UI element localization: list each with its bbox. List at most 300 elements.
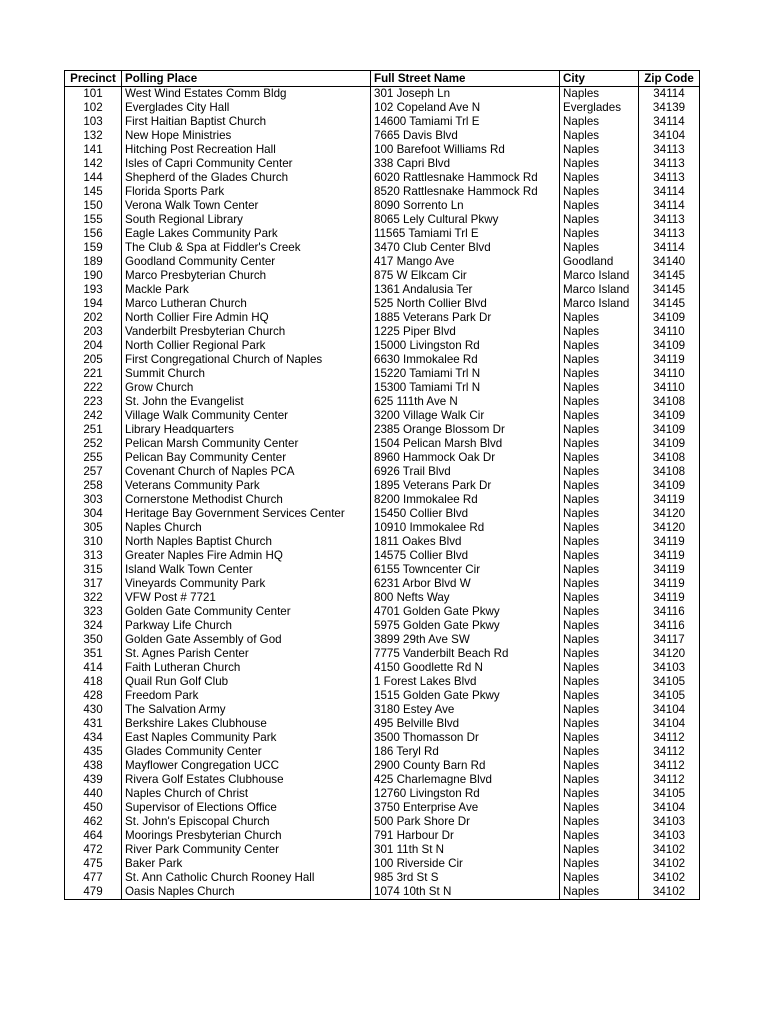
cell-street: 12760 Livingston Rd xyxy=(371,787,560,801)
cell-street: 2900 County Barn Rd xyxy=(371,759,560,773)
cell-precinct: 205 xyxy=(65,353,122,367)
cell-street: 8200 Immokalee Rd xyxy=(371,493,560,507)
table-row xyxy=(65,367,700,381)
cell-polling-place: St. John the Evangelist xyxy=(122,395,371,409)
cell-polling-place: Greater Naples Fire Admin HQ xyxy=(122,549,371,563)
cell-precinct: 303 xyxy=(65,493,122,507)
cell-street: 1504 Pelican Marsh Blvd xyxy=(371,437,560,451)
cell-city: Naples xyxy=(560,605,639,619)
cell-street: 495 Belville Blvd xyxy=(371,717,560,731)
cell-zip: 34112 xyxy=(639,759,700,773)
cell-city: Naples xyxy=(560,731,639,745)
cell-precinct: 193 xyxy=(65,283,122,297)
cell-polling-place: First Haitian Baptist Church xyxy=(122,115,371,129)
cell-polling-place: Mackle Park xyxy=(122,283,371,297)
cell-street: 3750 Enterprise Ave xyxy=(371,801,560,815)
cell-precinct: 156 xyxy=(65,227,122,241)
cell-zip: 34110 xyxy=(639,325,700,339)
cell-precinct: 305 xyxy=(65,521,122,535)
cell-city: Naples xyxy=(560,857,639,871)
cell-polling-place: North Collier Fire Admin HQ xyxy=(122,311,371,325)
cell-polling-place: Quail Run Golf Club xyxy=(122,675,371,689)
cell-polling-place: Hitching Post Recreation Hall xyxy=(122,143,371,157)
cell-zip: 34105 xyxy=(639,689,700,703)
cell-street: 1074 10th St N xyxy=(371,885,560,900)
table-row xyxy=(65,787,700,801)
cell-zip: 34113 xyxy=(639,213,700,227)
cell-precinct: 464 xyxy=(65,829,122,843)
cell-street: 3470 Club Center Blvd xyxy=(371,241,560,255)
cell-zip: 34119 xyxy=(639,577,700,591)
cell-street: 8960 Hammock Oak Dr xyxy=(371,451,560,465)
cell-zip: 34109 xyxy=(639,423,700,437)
cell-polling-place: Library Headquarters xyxy=(122,423,371,437)
cell-street: 7665 Davis Blvd xyxy=(371,129,560,143)
table-row xyxy=(65,479,700,493)
cell-precinct: 462 xyxy=(65,815,122,829)
header-precinct: Precinct xyxy=(65,71,122,87)
cell-polling-place: Heritage Bay Government Services Center xyxy=(122,507,371,521)
cell-zip: 34119 xyxy=(639,591,700,605)
cell-zip: 34145 xyxy=(639,297,700,311)
cell-polling-place: Faith Lutheran Church xyxy=(122,661,371,675)
cell-precinct: 203 xyxy=(65,325,122,339)
cell-street: 1885 Veterans Park Dr xyxy=(371,311,560,325)
cell-polling-place: Naples Church of Christ xyxy=(122,787,371,801)
table-row xyxy=(65,325,700,339)
cell-city: Naples xyxy=(560,773,639,787)
table-row xyxy=(65,199,700,213)
cell-zip: 34104 xyxy=(639,717,700,731)
cell-zip: 34103 xyxy=(639,815,700,829)
cell-city: Naples xyxy=(560,423,639,437)
cell-polling-place: Rivera Golf Estates Clubhouse xyxy=(122,773,371,787)
cell-precinct: 450 xyxy=(65,801,122,815)
cell-polling-place: North Naples Baptist Church xyxy=(122,535,371,549)
table-row xyxy=(65,87,700,102)
cell-zip: 34139 xyxy=(639,101,700,115)
cell-precinct: 204 xyxy=(65,339,122,353)
cell-precinct: 479 xyxy=(65,885,122,900)
cell-street: 525 North Collier Blvd xyxy=(371,297,560,311)
cell-street: 6926 Trail Blvd xyxy=(371,465,560,479)
cell-city: Naples xyxy=(560,661,639,675)
cell-street: 338 Capri Blvd xyxy=(371,157,560,171)
cell-polling-place: Covenant Church of Naples PCA xyxy=(122,465,371,479)
cell-street: 1361 Andalusia Ter xyxy=(371,283,560,297)
cell-city: Naples xyxy=(560,563,639,577)
cell-city: Naples xyxy=(560,843,639,857)
cell-polling-place: St. Ann Catholic Church Rooney Hall xyxy=(122,871,371,885)
cell-street: 1895 Veterans Park Dr xyxy=(371,479,560,493)
cell-zip: 34112 xyxy=(639,745,700,759)
cell-precinct: 144 xyxy=(65,171,122,185)
cell-precinct: 435 xyxy=(65,745,122,759)
cell-street: 3200 Village Walk Cir xyxy=(371,409,560,423)
cell-polling-place: St. Agnes Parish Center xyxy=(122,647,371,661)
cell-city: Naples xyxy=(560,675,639,689)
cell-city: Naples xyxy=(560,367,639,381)
cell-precinct: 103 xyxy=(65,115,122,129)
cell-street: 186 Teryl Rd xyxy=(371,745,560,759)
cell-city: Naples xyxy=(560,395,639,409)
cell-precinct: 475 xyxy=(65,857,122,871)
table-row xyxy=(65,843,700,857)
cell-zip: 34108 xyxy=(639,395,700,409)
cell-zip: 34104 xyxy=(639,703,700,717)
cell-zip: 34109 xyxy=(639,479,700,493)
cell-zip: 34109 xyxy=(639,409,700,423)
cell-city: Naples xyxy=(560,451,639,465)
cell-street: 14575 Collier Blvd xyxy=(371,549,560,563)
cell-precinct: 194 xyxy=(65,297,122,311)
cell-zip: 34140 xyxy=(639,255,700,269)
cell-polling-place: Vineyards Community Park xyxy=(122,577,371,591)
cell-precinct: 223 xyxy=(65,395,122,409)
cell-city: Goodland xyxy=(560,255,639,269)
table-row xyxy=(65,661,700,675)
table-row xyxy=(65,423,700,437)
cell-city: Naples xyxy=(560,801,639,815)
cell-polling-place: New Hope Ministries xyxy=(122,129,371,143)
cell-street: 2385 Orange Blossom Dr xyxy=(371,423,560,437)
cell-precinct: 313 xyxy=(65,549,122,563)
table-row xyxy=(65,675,700,689)
table-row xyxy=(65,353,700,367)
cell-polling-place: Verona Walk Town Center xyxy=(122,199,371,213)
cell-precinct: 322 xyxy=(65,591,122,605)
cell-polling-place: First Congregational Church of Naples xyxy=(122,353,371,367)
table-row xyxy=(65,829,700,843)
cell-zip: 34145 xyxy=(639,269,700,283)
cell-zip: 34116 xyxy=(639,605,700,619)
cell-zip: 34108 xyxy=(639,451,700,465)
cell-street: 1225 Piper Blvd xyxy=(371,325,560,339)
cell-precinct: 258 xyxy=(65,479,122,493)
cell-polling-place: Isles of Capri Community Center xyxy=(122,157,371,171)
cell-zip: 34102 xyxy=(639,843,700,857)
cell-city: Naples xyxy=(560,689,639,703)
cell-street: 15300 Tamiami Trl N xyxy=(371,381,560,395)
cell-polling-place: Pelican Bay Community Center xyxy=(122,451,371,465)
cell-polling-place: Florida Sports Park xyxy=(122,185,371,199)
cell-zip: 34109 xyxy=(639,311,700,325)
cell-polling-place: Parkway Life Church xyxy=(122,619,371,633)
table-row xyxy=(65,857,700,871)
cell-city: Naples xyxy=(560,591,639,605)
table-row xyxy=(65,605,700,619)
cell-polling-place: Cornerstone Methodist Church xyxy=(122,493,371,507)
cell-zip: 34112 xyxy=(639,731,700,745)
cell-precinct: 202 xyxy=(65,311,122,325)
cell-city: Naples xyxy=(560,815,639,829)
cell-polling-place: Berkshire Lakes Clubhouse xyxy=(122,717,371,731)
cell-street: 4150 Goodlette Rd N xyxy=(371,661,560,675)
cell-polling-place: St. John's Episcopal Church xyxy=(122,815,371,829)
cell-precinct: 315 xyxy=(65,563,122,577)
cell-zip: 34119 xyxy=(639,549,700,563)
cell-city: Naples xyxy=(560,493,639,507)
cell-street: 5975 Golden Gate Pkwy xyxy=(371,619,560,633)
cell-street: 15220 Tamiami Trl N xyxy=(371,367,560,381)
cell-precinct: 351 xyxy=(65,647,122,661)
cell-zip: 34119 xyxy=(639,493,700,507)
cell-city: Naples xyxy=(560,829,639,843)
table-row xyxy=(65,493,700,507)
cell-precinct: 414 xyxy=(65,661,122,675)
table-row xyxy=(65,409,700,423)
cell-city: Naples xyxy=(560,717,639,731)
cell-zip: 34104 xyxy=(639,129,700,143)
cell-street: 10910 Immokalee Rd xyxy=(371,521,560,535)
cell-zip: 34120 xyxy=(639,521,700,535)
cell-polling-place: VFW Post # 7721 xyxy=(122,591,371,605)
cell-precinct: 431 xyxy=(65,717,122,731)
cell-city: Naples xyxy=(560,885,639,900)
table-row xyxy=(65,129,700,143)
cell-polling-place: North Collier Regional Park xyxy=(122,339,371,353)
cell-street: 1811 Oakes Blvd xyxy=(371,535,560,549)
cell-precinct: 159 xyxy=(65,241,122,255)
table-row xyxy=(65,157,700,171)
cell-precinct: 418 xyxy=(65,675,122,689)
cell-zip: 34119 xyxy=(639,563,700,577)
cell-polling-place: East Naples Community Park xyxy=(122,731,371,745)
cell-polling-place: Marco Presbyterian Church xyxy=(122,269,371,283)
cell-zip: 34104 xyxy=(639,801,700,815)
cell-city: Naples xyxy=(560,213,639,227)
cell-zip: 34114 xyxy=(639,199,700,213)
cell-city: Naples xyxy=(560,871,639,885)
cell-city: Naples xyxy=(560,143,639,157)
table-row xyxy=(65,871,700,885)
cell-precinct: 251 xyxy=(65,423,122,437)
table-row xyxy=(65,339,700,353)
cell-street: 3180 Estey Ave xyxy=(371,703,560,717)
cell-polling-place: Baker Park xyxy=(122,857,371,871)
cell-street: 500 Park Shore Dr xyxy=(371,815,560,829)
cell-city: Everglades xyxy=(560,101,639,115)
cell-zip: 34113 xyxy=(639,227,700,241)
cell-precinct: 189 xyxy=(65,255,122,269)
table-row xyxy=(65,759,700,773)
cell-street: 417 Mango Ave xyxy=(371,255,560,269)
cell-street: 800 Nefts Way xyxy=(371,591,560,605)
cell-city: Naples xyxy=(560,87,639,102)
cell-polling-place: West Wind Estates Comm Bldg xyxy=(122,87,371,102)
table-row xyxy=(65,521,700,535)
cell-city: Naples xyxy=(560,465,639,479)
cell-precinct: 150 xyxy=(65,199,122,213)
cell-city: Naples xyxy=(560,535,639,549)
cell-polling-place: Oasis Naples Church xyxy=(122,885,371,900)
cell-polling-place: South Regional Library xyxy=(122,213,371,227)
cell-street: 14600 Tamiami Trl E xyxy=(371,115,560,129)
cell-zip: 34120 xyxy=(639,507,700,521)
cell-precinct: 350 xyxy=(65,633,122,647)
cell-zip: 34114 xyxy=(639,241,700,255)
cell-street: 8065 Lely Cultural Pkwy xyxy=(371,213,560,227)
cell-street: 3500 Thomasson Dr xyxy=(371,731,560,745)
cell-city: Naples xyxy=(560,199,639,213)
polling-places-sheet xyxy=(64,70,700,900)
cell-zip: 34117 xyxy=(639,633,700,647)
cell-polling-place: Grow Church xyxy=(122,381,371,395)
cell-street: 11565 Tamiami Trl E xyxy=(371,227,560,241)
cell-polling-place: Veterans Community Park xyxy=(122,479,371,493)
cell-street: 425 Charlemagne Blvd xyxy=(371,773,560,787)
cell-city: Naples xyxy=(560,759,639,773)
cell-precinct: 317 xyxy=(65,577,122,591)
header-zip: Zip Code xyxy=(639,71,700,87)
cell-city: Naples xyxy=(560,437,639,451)
cell-city: Naples xyxy=(560,325,639,339)
cell-polling-place: Pelican Marsh Community Center xyxy=(122,437,371,451)
cell-zip: 34103 xyxy=(639,661,700,675)
table-row xyxy=(65,563,700,577)
table-row xyxy=(65,255,700,269)
cell-precinct: 477 xyxy=(65,871,122,885)
cell-city: Naples xyxy=(560,353,639,367)
table-row xyxy=(65,213,700,227)
table-row xyxy=(65,801,700,815)
table-row xyxy=(65,773,700,787)
cell-polling-place: Supervisor of Elections Office xyxy=(122,801,371,815)
cell-zip: 34105 xyxy=(639,787,700,801)
table-row xyxy=(65,647,700,661)
header-row xyxy=(65,71,700,87)
cell-street: 102 Copeland Ave N xyxy=(371,101,560,115)
cell-precinct: 257 xyxy=(65,465,122,479)
header-polling-place: Polling Place xyxy=(122,71,371,87)
cell-polling-place: Glades Community Center xyxy=(122,745,371,759)
cell-street: 875 W Elkcam Cir xyxy=(371,269,560,283)
table-row xyxy=(65,101,700,115)
cell-street: 1515 Golden Gate Pkwy xyxy=(371,689,560,703)
cell-city: Naples xyxy=(560,241,639,255)
cell-street: 8090 Sorrento Ln xyxy=(371,199,560,213)
cell-precinct: 145 xyxy=(65,185,122,199)
table-row xyxy=(65,549,700,563)
table-row xyxy=(65,297,700,311)
cell-polling-place: River Park Community Center xyxy=(122,843,371,857)
table-row xyxy=(65,269,700,283)
cell-city: Naples xyxy=(560,381,639,395)
cell-city: Naples xyxy=(560,339,639,353)
cell-street: 791 Harbour Dr xyxy=(371,829,560,843)
cell-street: 7775 Vanderbilt Beach Rd xyxy=(371,647,560,661)
cell-zip: 34102 xyxy=(639,885,700,900)
cell-city: Naples xyxy=(560,157,639,171)
cell-city: Marco Island xyxy=(560,269,639,283)
cell-zip: 34109 xyxy=(639,437,700,451)
cell-polling-place: Marco Lutheran Church xyxy=(122,297,371,311)
cell-street: 6630 Immokalee Rd xyxy=(371,353,560,367)
cell-precinct: 101 xyxy=(65,87,122,102)
cell-zip: 34114 xyxy=(639,87,700,102)
table-row xyxy=(65,591,700,605)
cell-polling-place: The Salvation Army xyxy=(122,703,371,717)
cell-polling-place: Naples Church xyxy=(122,521,371,535)
cell-zip: 34114 xyxy=(639,185,700,199)
table-row xyxy=(65,507,700,521)
cell-city: Naples xyxy=(560,745,639,759)
table-row xyxy=(65,311,700,325)
cell-zip: 34113 xyxy=(639,157,700,171)
polling-places-table xyxy=(64,70,700,900)
table-row xyxy=(65,731,700,745)
cell-street: 301 11th St N xyxy=(371,843,560,857)
cell-city: Naples xyxy=(560,171,639,185)
cell-polling-place: Summit Church xyxy=(122,367,371,381)
cell-polling-place: Mayflower Congregation UCC xyxy=(122,759,371,773)
table-row xyxy=(65,535,700,549)
cell-precinct: 132 xyxy=(65,129,122,143)
cell-city: Naples xyxy=(560,311,639,325)
table-row xyxy=(65,745,700,759)
cell-street: 8520 Rattlesnake Hammock Rd xyxy=(371,185,560,199)
cell-street: 3899 29th Ave SW xyxy=(371,633,560,647)
cell-precinct: 323 xyxy=(65,605,122,619)
cell-precinct: 304 xyxy=(65,507,122,521)
cell-precinct: 252 xyxy=(65,437,122,451)
table-row xyxy=(65,185,700,199)
cell-zip: 34145 xyxy=(639,283,700,297)
table-row xyxy=(65,619,700,633)
header-city: City xyxy=(560,71,639,87)
cell-street: 4701 Golden Gate Pkwy xyxy=(371,605,560,619)
cell-street: 985 3rd St S xyxy=(371,871,560,885)
cell-city: Marco Island xyxy=(560,297,639,311)
cell-precinct: 439 xyxy=(65,773,122,787)
cell-zip: 34114 xyxy=(639,115,700,129)
table-row xyxy=(65,717,700,731)
cell-polling-place: Golden Gate Assembly of God xyxy=(122,633,371,647)
cell-city: Naples xyxy=(560,619,639,633)
table-row xyxy=(65,451,700,465)
cell-city: Naples xyxy=(560,787,639,801)
cell-city: Naples xyxy=(560,115,639,129)
cell-zip: 34102 xyxy=(639,857,700,871)
table-row xyxy=(65,885,700,900)
cell-polling-place: Island Walk Town Center xyxy=(122,563,371,577)
cell-polling-place: Eagle Lakes Community Park xyxy=(122,227,371,241)
cell-city: Naples xyxy=(560,507,639,521)
table-row xyxy=(65,115,700,129)
table-row xyxy=(65,241,700,255)
cell-zip: 34109 xyxy=(639,339,700,353)
cell-city: Naples xyxy=(560,549,639,563)
cell-precinct: 310 xyxy=(65,535,122,549)
cell-precinct: 141 xyxy=(65,143,122,157)
table-row xyxy=(65,633,700,647)
cell-polling-place: Everglades City Hall xyxy=(122,101,371,115)
table-row xyxy=(65,577,700,591)
cell-polling-place: Shepherd of the Glades Church xyxy=(122,171,371,185)
cell-street: 100 Barefoot Williams Rd xyxy=(371,143,560,157)
table-row xyxy=(65,381,700,395)
cell-precinct: 472 xyxy=(65,843,122,857)
cell-polling-place: Village Walk Community Center xyxy=(122,409,371,423)
table-row xyxy=(65,283,700,297)
cell-precinct: 434 xyxy=(65,731,122,745)
cell-zip: 34102 xyxy=(639,871,700,885)
cell-precinct: 222 xyxy=(65,381,122,395)
table-row xyxy=(65,465,700,479)
cell-street: 6020 Rattlesnake Hammock Rd xyxy=(371,171,560,185)
cell-city: Naples xyxy=(560,409,639,423)
table-row xyxy=(65,227,700,241)
